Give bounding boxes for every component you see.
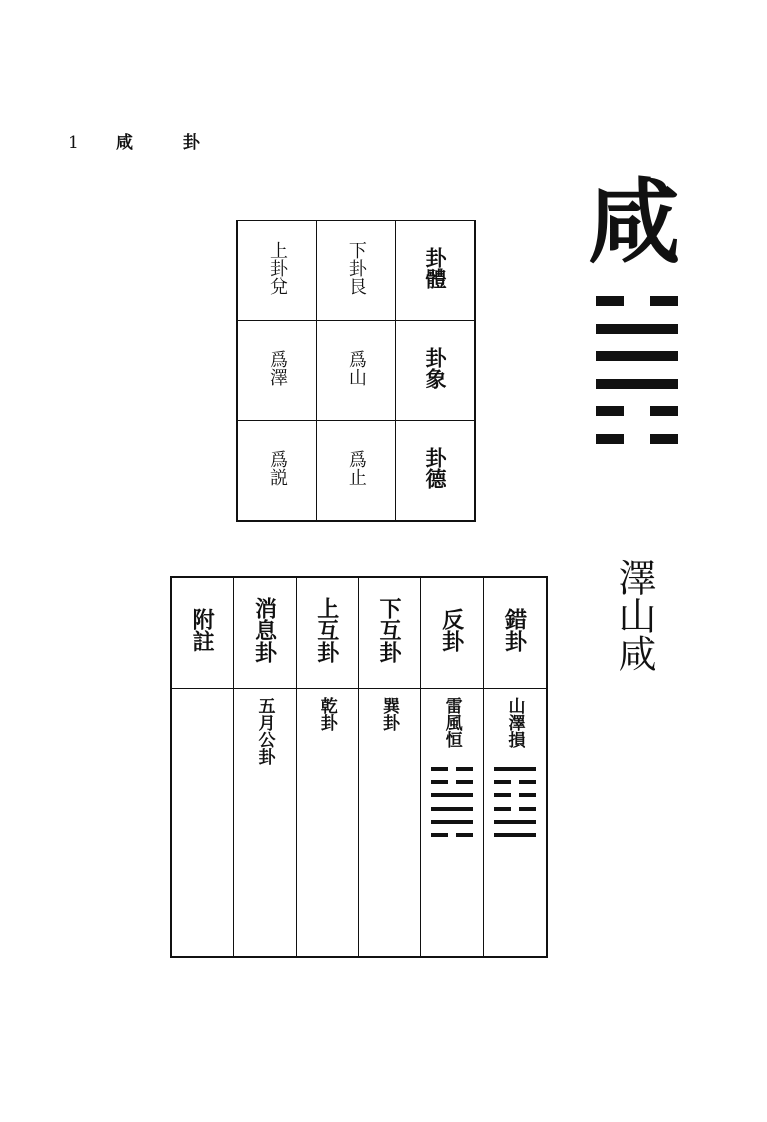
header-xiaoxi: 消息卦 [234, 577, 296, 689]
cell-lower-trigram: 下卦艮 [316, 221, 395, 321]
header-lower-mutual: 下互卦 [358, 577, 420, 689]
value-notes [171, 689, 234, 958]
related-hexagrams-table [170, 576, 548, 958]
hexagram-line [596, 406, 678, 416]
hexagram-full-name: 澤山咸 [612, 558, 656, 672]
value-lower-mutual: 巽卦 [358, 689, 420, 958]
header-opposite: 錯卦 [484, 577, 547, 689]
hexagram-line [596, 434, 678, 444]
page-number: 1 [68, 133, 79, 153]
value-xiaoxi: 五月公卦 [234, 689, 296, 958]
hexagram-line [596, 296, 678, 306]
value-inverse: 雷風恒 [421, 689, 484, 958]
page-title: 咸 卦 [116, 133, 222, 153]
cell-image-upper: 爲澤 [237, 321, 316, 421]
trigram-table [236, 220, 476, 522]
hexagram-symbol [596, 296, 678, 444]
hexagram-char: 咸 [587, 168, 680, 276]
row-header-image: 卦象 [395, 321, 475, 421]
hexagram-line [596, 379, 678, 389]
value-upper-mutual: 乾卦 [296, 689, 358, 958]
row-header-virtue: 卦德 [395, 421, 475, 521]
header-upper-mutual: 上互卦 [296, 577, 358, 689]
opposite-hexagram-symbol [494, 767, 536, 837]
cell-virtue-lower: 爲止 [316, 421, 395, 521]
hexagram-line [596, 324, 678, 334]
cell-image-lower: 爲山 [316, 321, 395, 421]
inverse-hexagram-symbol [431, 767, 473, 837]
row-header-body: 卦體 [395, 221, 475, 321]
hexagram-line [596, 351, 678, 361]
header-notes: 附註 [171, 577, 234, 689]
page-heading [68, 128, 222, 153]
cell-upper-trigram: 上卦兌 [237, 221, 316, 321]
header-inverse: 反卦 [421, 577, 484, 689]
value-opposite: 山澤損 [484, 689, 547, 958]
cell-virtue-upper: 爲説 [237, 421, 316, 521]
